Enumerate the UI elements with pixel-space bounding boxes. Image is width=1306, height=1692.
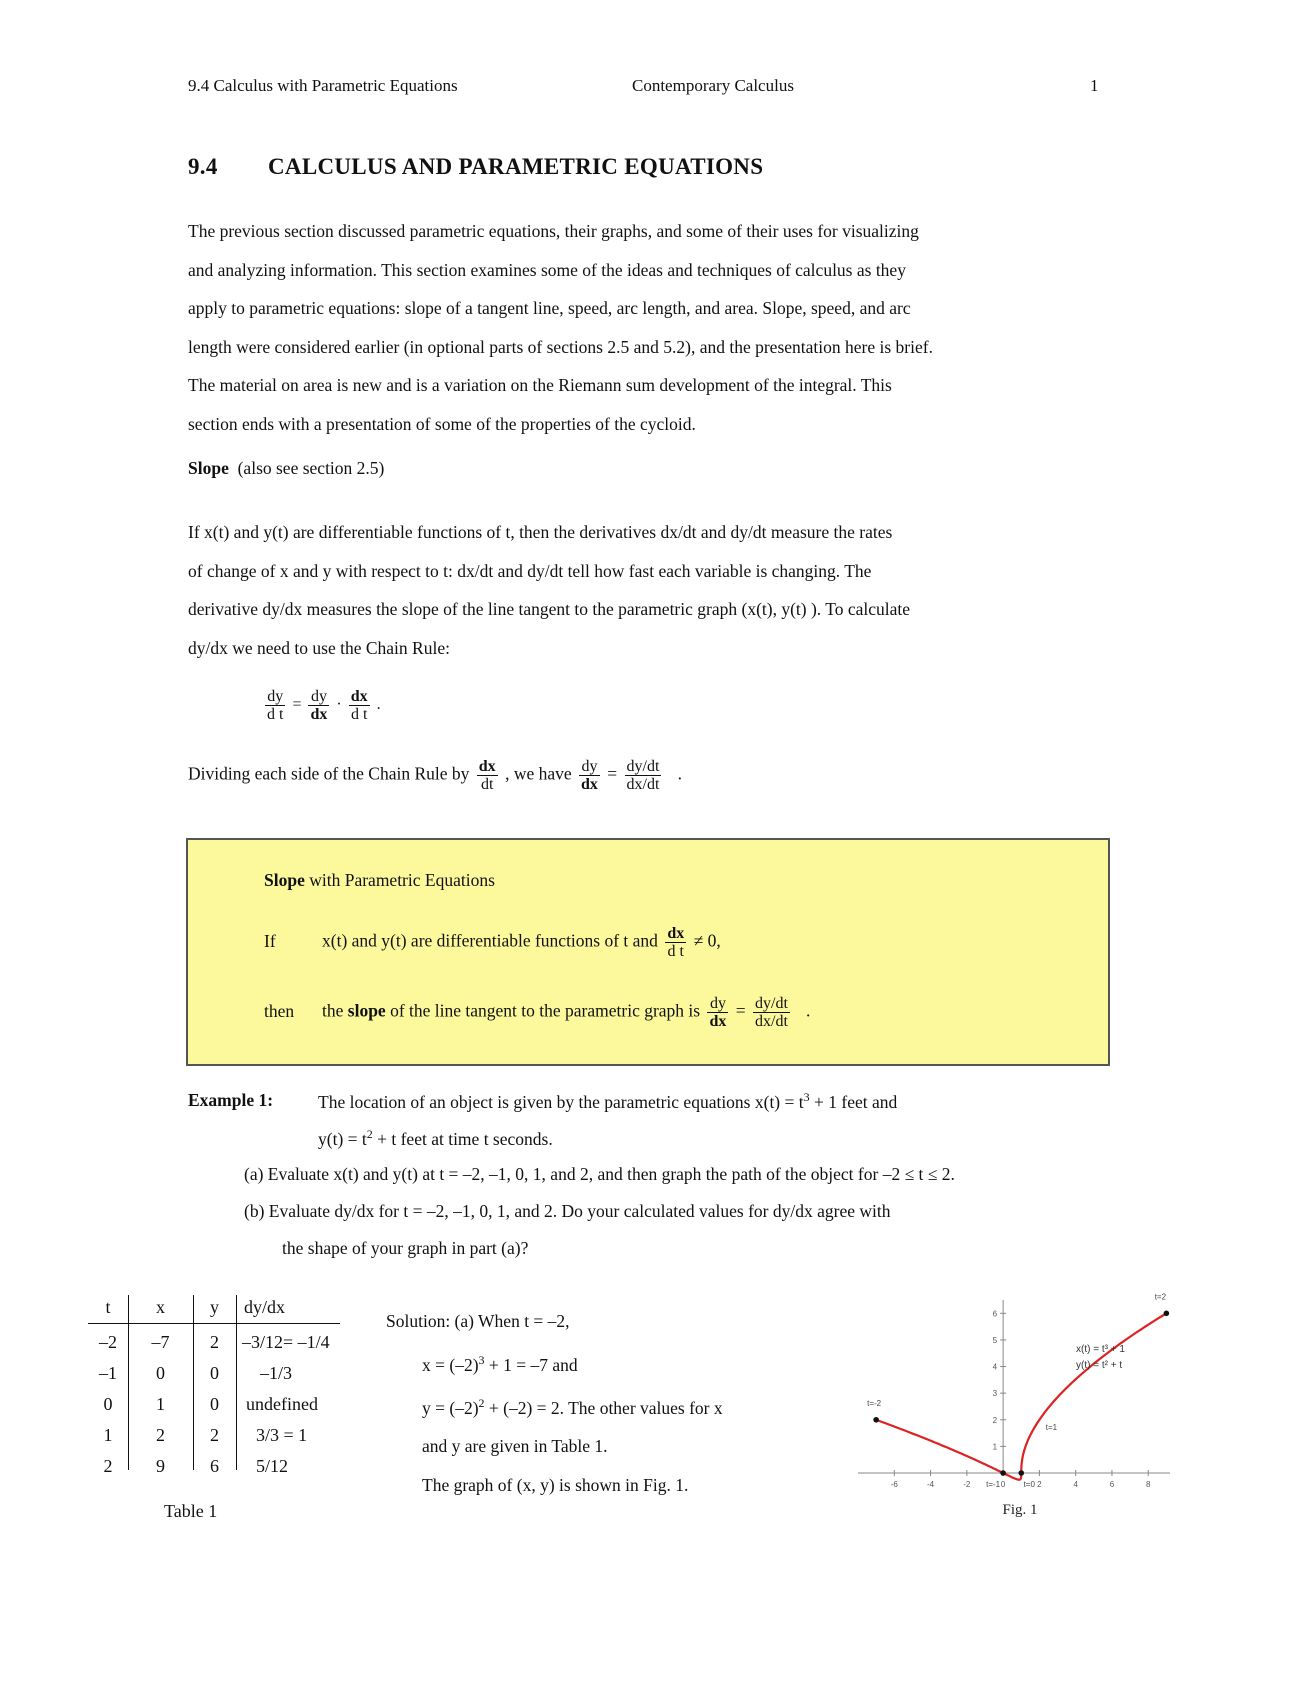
table-cell: 2	[210, 1425, 219, 1445]
exponent: 2	[366, 1127, 373, 1141]
chain-rule-formula	[262, 688, 381, 723]
section-title-text: CALCULUS AND PARAMETRIC EQUATIONS	[268, 154, 764, 179]
section-number: 9.4	[188, 154, 218, 179]
table-cell: 0	[210, 1394, 219, 1414]
box-slope-bold: slope	[347, 1000, 386, 1021]
data-point	[873, 1417, 879, 1423]
table-cell: 2	[210, 1332, 219, 1352]
solution-l3-post: + (–2) = 2. The other values for x	[484, 1397, 723, 1418]
x-tick-label: 4	[1073, 1480, 1078, 1489]
intro-line: The previous section discussed parametric equations, their graphs, and some of their uses for visualizing	[188, 221, 919, 241]
table-cell: 1	[103, 1425, 113, 1445]
equals-sign: =	[735, 1000, 746, 1021]
intro-line: The material on area is new and is a variation on the Riemann sum development of the integral. This	[188, 375, 892, 395]
frac-dy-dx: $\frac{dy}{dx}$	[310, 688, 328, 723]
period: .	[376, 696, 381, 714]
series-line	[876, 1313, 1166, 1479]
intro-paragraph	[188, 212, 1108, 443]
page-number: 1	[1090, 76, 1099, 95]
exponent: 3	[478, 1352, 485, 1367]
table-cell: 0	[103, 1394, 113, 1414]
box-condition: x(t) and y(t) are differentiable functions of t and	[322, 930, 658, 951]
table-cell: 9	[156, 1456, 165, 1476]
table-header-y: y	[210, 1297, 219, 1317]
slope-heading-bold: Slope	[188, 458, 229, 478]
box-then-line	[264, 995, 1094, 1030]
slope-definition-box	[186, 838, 1110, 1066]
table-cell: –1	[99, 1363, 117, 1383]
table-header-x: x	[156, 1297, 165, 1317]
y-tick-label: 2	[992, 1415, 998, 1425]
table-1	[88, 1295, 348, 1480]
slope-heading	[188, 458, 384, 479]
x-tick-label: -2	[963, 1480, 971, 1489]
y-tick-label: 3	[992, 1389, 998, 1399]
x-tick-label: 6	[1109, 1480, 1115, 1489]
example-line-2	[318, 1127, 553, 1150]
period: .	[677, 763, 682, 784]
frac-dx-dt: $\frac{dx}{\text{d t}}$	[667, 925, 685, 960]
data-point	[1000, 1470, 1006, 1476]
slope-line: of change of x and y with respect to t: dx/dt and dy/dt tell how fast each variable is changing. The	[188, 560, 872, 581]
frac-dydt-dxdt: $\frac{dy/dt}{dx/dt}$	[755, 995, 788, 1030]
solution-l3-pre: y = (–2)	[422, 1397, 479, 1418]
solution-line: and y are given in Table 1.	[422, 1436, 608, 1457]
intro-line: apply to parametric equations: slope of a tangent line, speed, arc length, and area. Slope, speed, and arc	[188, 298, 911, 318]
point-label: t=1	[1045, 1422, 1058, 1432]
x-tick-label: 2	[1037, 1480, 1042, 1489]
table-cell: –2	[99, 1332, 117, 1352]
table-cell: 2	[156, 1425, 165, 1445]
table-cell: –7	[151, 1332, 170, 1352]
frac-dx-dt: $\frac{dx}{dt}$	[478, 758, 496, 793]
figure-1-chart	[840, 1288, 1200, 1518]
example-line2-post: + t feet at time t seconds.	[372, 1128, 553, 1149]
exponent: 3	[803, 1090, 810, 1104]
table-header-rule	[88, 1323, 340, 1324]
frac-dy-dt: $\frac{dy}{\text{d t}}$	[267, 688, 284, 723]
slope-line: dy/dx we need to use the Chain Rule:	[188, 637, 450, 658]
point-label: t=2	[1154, 1292, 1167, 1302]
dividing-text: Dividing each side of the Chain Rule by	[188, 763, 470, 784]
period: .	[806, 1000, 811, 1021]
figure-caption: Fig. 1	[1002, 1502, 1038, 1518]
table-cell: undefined	[246, 1394, 318, 1414]
dot-operator: ·	[336, 696, 342, 714]
point-label: t=-2	[867, 1398, 882, 1408]
solution-line	[386, 1341, 816, 1384]
y-tick-label: 5	[992, 1335, 998, 1345]
equals-sign: =	[607, 763, 618, 784]
example-part-b: (b) Evaluate dy/dx for t = –2, –1, 0, 1, and 2. Do your calculated values for dy/dx agree with	[244, 1201, 891, 1221]
solution-line	[386, 1384, 816, 1427]
equals-sign: =	[292, 696, 302, 714]
example-label: Example 1:	[188, 1090, 274, 1110]
chart-curve	[876, 1313, 1166, 1479]
dividing-mid-text: , we have	[505, 763, 572, 784]
table-cell: 0	[156, 1363, 165, 1383]
table-cell: 5/12	[256, 1456, 289, 1476]
example-line2-text: y(t) = t	[318, 1128, 367, 1149]
box-then-pre: the	[322, 1000, 348, 1021]
box-heading	[264, 870, 495, 891]
slope-heading-rest: (also see section 2.5)	[237, 458, 385, 478]
chart-axes	[858, 1300, 1170, 1473]
exponent: 2	[478, 1395, 485, 1410]
example-part-a: (a) Evaluate x(t) and y(t) at t = –2, –1, 0, 1, and 2, and then graph the path of the object for –2 ≤ t ≤ 2.	[244, 1164, 955, 1184]
x-tick-label: 0	[1000, 1480, 1006, 1489]
table-cell: –3/12= –1/4	[242, 1332, 330, 1352]
box-then-rest: of the line tangent to the parametric graph is	[385, 1000, 701, 1021]
table-cell: 2	[103, 1456, 113, 1476]
legend-entry: x(t) = t³ + 1	[1076, 1344, 1125, 1355]
data-point	[1164, 1311, 1170, 1317]
box-heading-rest: with Parametric Equations	[304, 870, 495, 890]
box-then: then	[264, 1000, 295, 1021]
slope-line: If x(t) and y(t) are differentiable functions of t, then the derivatives dx/dt and dy/dt measure the rates	[188, 522, 893, 542]
table-cell: 1	[156, 1394, 165, 1414]
chart-point-labels	[867, 1292, 1166, 1489]
intro-line: section ends with a presentation of some of the properties of the cycloid.	[188, 413, 696, 434]
x-tick-label: -4	[926, 1480, 935, 1489]
table-cell: –1/3	[260, 1363, 293, 1383]
box-not-equal: ≠ 0,	[693, 930, 721, 951]
solution-text	[386, 1302, 816, 1504]
table-cell: 0	[210, 1363, 219, 1383]
y-tick-label: 4	[992, 1362, 998, 1372]
solution-l2-post: + 1 = –7 and	[484, 1354, 578, 1375]
box-if: If	[264, 930, 276, 951]
x-tick-label: 8	[1146, 1480, 1151, 1489]
running-header-book: Contemporary Calculus	[632, 76, 794, 95]
intro-line: and analyzing information. This section examines some of the ideas and techniques of calculus as they	[188, 259, 906, 280]
intro-line: length were considered earlier (in optional parts of sections 2.5 and 5.2), and the presentation here is brief.	[188, 336, 933, 357]
data-point	[1018, 1470, 1024, 1476]
frac-dx-dt: $\frac{dx}{\text{d t}}$	[350, 688, 368, 723]
y-tick-label: 6	[992, 1309, 998, 1319]
solution-l2-pre: x = (–2)	[422, 1354, 479, 1375]
frac-dydt-dxdt: $\frac{dy/dt}{dx/dt}$	[626, 758, 660, 793]
box-heading-bold: Slope	[264, 870, 305, 890]
point-label: t=0	[1023, 1480, 1035, 1489]
dividing-line	[188, 758, 682, 793]
legend-entry: y(t) = t² + t	[1076, 1360, 1123, 1371]
solution-line: Solution: (a) When t = –2,	[386, 1311, 570, 1331]
example-part-b-cont: the shape of your graph in part (a)?	[282, 1238, 529, 1258]
box-condition-line	[264, 925, 1064, 960]
table-header-dydx: dy/dx	[244, 1297, 286, 1317]
example-line1-post: + 1 feet and	[809, 1091, 898, 1112]
solution-line: The graph of (x, y) is shown in Fig. 1.	[422, 1474, 689, 1495]
table-divider	[236, 1295, 237, 1470]
section-title	[188, 154, 763, 180]
table-header-t: t	[105, 1297, 111, 1317]
chart-points	[873, 1311, 1169, 1476]
example-line-1	[318, 1090, 1098, 1113]
running-header-section: 9.4 Calculus with Parametric Equations	[188, 76, 458, 95]
frac-dy-dx: $\frac{dy}{dx}$	[581, 758, 598, 793]
slope-line: derivative dy/dx measures the slope of the line tangent to the parametric graph (x(t), y(t) ). To calculate	[188, 599, 911, 619]
point-label: t=-1	[986, 1480, 1001, 1489]
y-tick-label: 1	[992, 1442, 998, 1452]
table-cell: 6	[210, 1456, 219, 1476]
table-caption: Table 1	[164, 1501, 218, 1521]
example-line1-text: The location of an object is given by the parametric equations x(t) = t	[318, 1091, 804, 1112]
x-tick-label: -6	[890, 1480, 898, 1489]
slope-paragraph	[188, 513, 1108, 667]
frac-dy-dx: $\frac{dy}{dx}$	[709, 995, 727, 1030]
table-cell: 3/3 = 1	[256, 1425, 308, 1445]
